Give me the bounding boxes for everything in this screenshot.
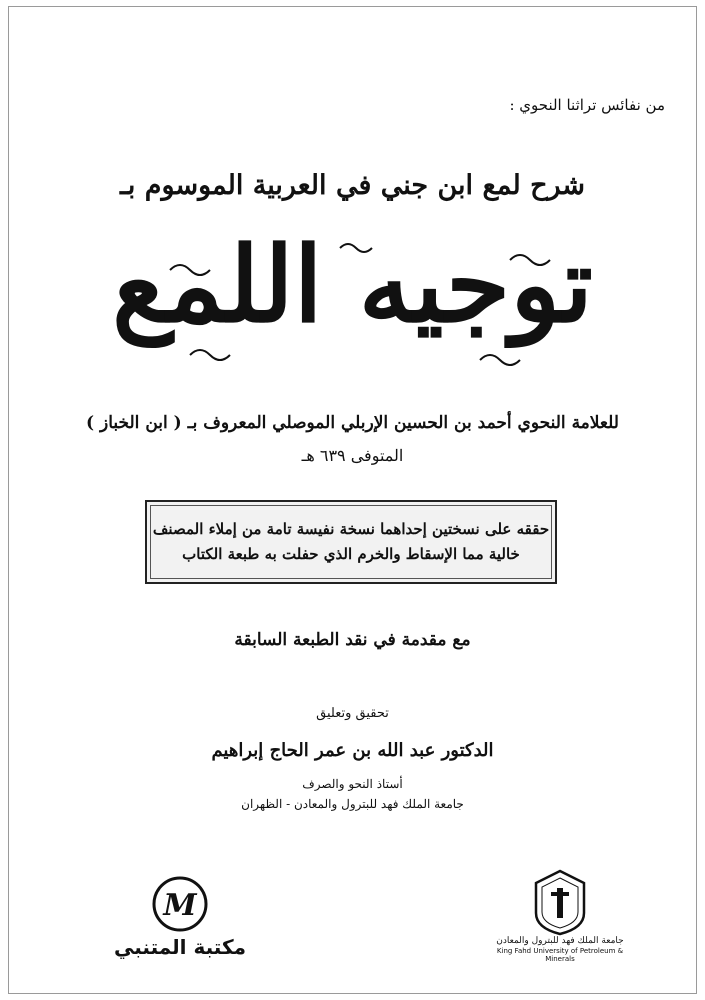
series-label: من نفائس تراثنا النحوي : — [509, 96, 665, 114]
editor-university: جامعة الملك فهد للبترول والمعادن - الظهران — [241, 797, 464, 811]
publisher-logo-icon — [147, 875, 213, 933]
author-line: للعلامة النحوي أحمد بن الحسين الإربلي الموصلي المعروف بـ ( ابن الخباز ) — [86, 413, 619, 433]
book-title: توجيه اللمع — [112, 223, 593, 346]
university-name-ar: جامعة الملك فهد للبترول والمعادن — [496, 936, 624, 946]
subtitle: شرح لمع ابن جني في العربية الموسوم بـ — [119, 170, 586, 201]
edition-box — [145, 500, 557, 584]
university-name-en: King Fahd University of Petroleum & Minerals — [496, 946, 624, 964]
credit-label: تحقيق وتعليق — [316, 706, 389, 721]
publisher-name: مكتبة المتنبي — [114, 935, 246, 959]
edition-line-1: حققه على نسختين إحداهما نسخة نفيسة تامة من إملاء المصنف — [152, 519, 550, 538]
university-seal-icon — [531, 868, 589, 936]
editor-role: أستاذ النحو والصرف — [302, 777, 403, 791]
death-date: المتوفى ٦٣٩ هـ — [301, 446, 404, 465]
introduction-note: مع مقدمة في نقد الطبعة السابقة — [234, 630, 471, 650]
edition-line-2: خالية مما الإسقاط والخرم الذي حفلت به طبعة الكتاب — [182, 545, 520, 563]
publisher-logo-letters: M — [163, 888, 197, 923]
editor-name: الدكتور عبد الله بن عمر الحاج إبراهيم — [211, 740, 494, 761]
university-block — [490, 868, 630, 964]
publisher-block — [105, 875, 255, 959]
